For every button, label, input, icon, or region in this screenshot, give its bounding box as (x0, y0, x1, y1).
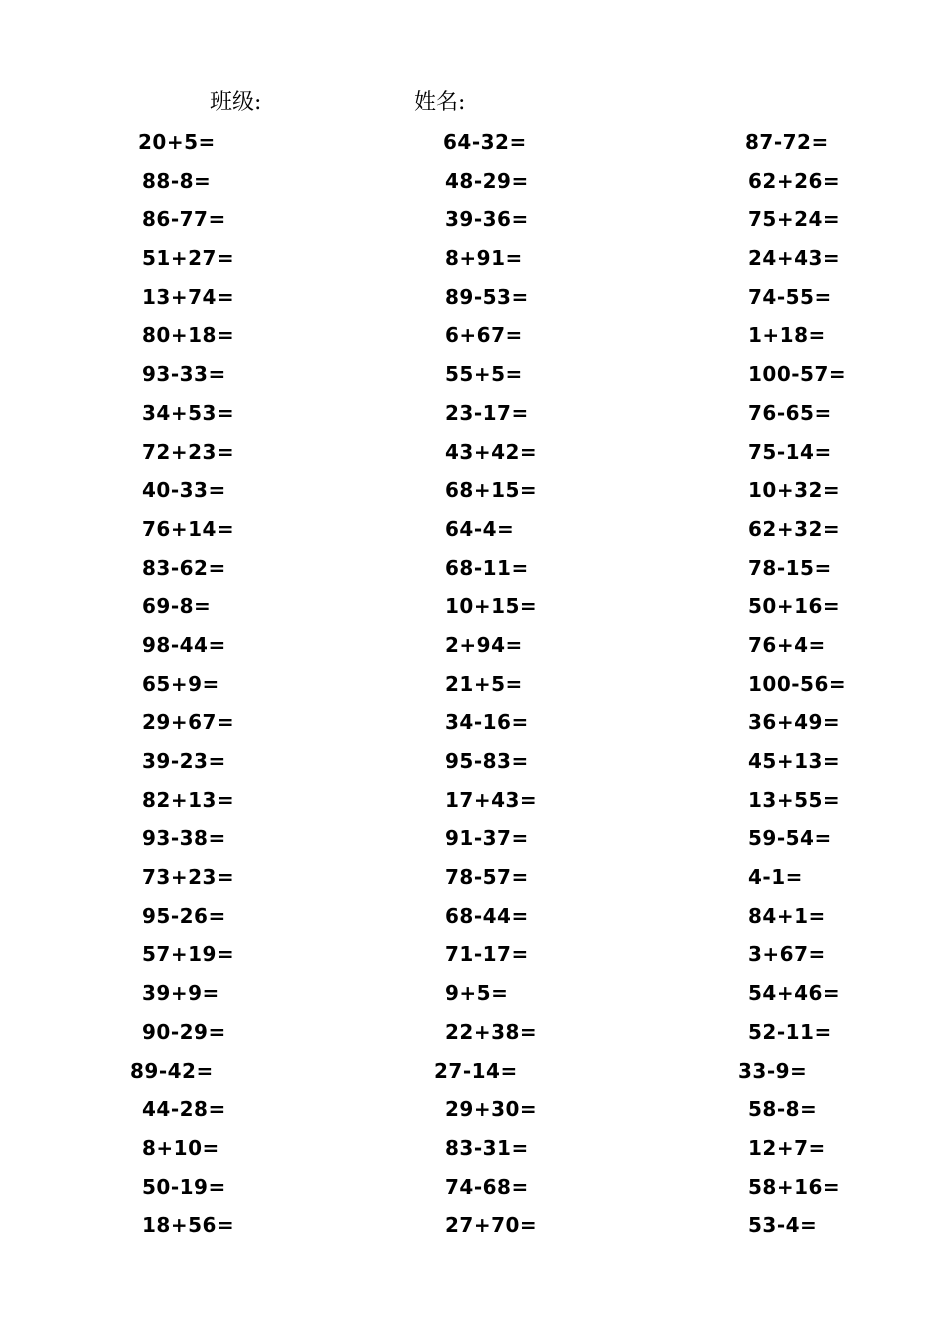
problem-item: 68-11= (445, 555, 529, 580)
problem-item: 65+9= (142, 671, 220, 696)
name-label: 姓名: (414, 90, 466, 115)
problem-item: 88-8= (142, 168, 212, 193)
problem-item: 62+32= (748, 516, 841, 541)
problem-row (0, 974, 950, 1013)
problem-item: 55+5= (445, 362, 523, 387)
problem-item: 48-29= (445, 168, 529, 193)
problem-item: 78-15= (748, 555, 832, 580)
problem-item: 51+27= (142, 246, 235, 271)
problem-row (0, 1206, 950, 1245)
problem-row (0, 781, 950, 820)
problem-item: 33-9= (738, 1058, 808, 1083)
problem-item: 59-54= (748, 826, 832, 851)
problem-row (0, 433, 950, 472)
problem-item: 3+67= (748, 942, 826, 967)
problem-item: 91-37= (445, 826, 529, 851)
problem-row (0, 471, 950, 510)
problem-item: 39-36= (445, 207, 529, 232)
problem-item: 34+53= (142, 400, 235, 425)
problem-item: 4-1= (748, 865, 803, 890)
problem-item: 82+13= (142, 787, 235, 812)
problem-row (0, 626, 950, 665)
problem-row (0, 1052, 950, 1091)
problem-item: 22+38= (445, 1019, 538, 1044)
problem-row (0, 394, 950, 433)
problem-row (0, 1013, 950, 1052)
problem-item: 39-23= (142, 749, 226, 773)
problem-item: 58+16= (748, 1174, 841, 1199)
problem-item: 95-26= (142, 903, 226, 928)
problem-item: 68+15= (445, 478, 538, 503)
problem-item: 17+43= (445, 787, 538, 812)
problem-item: 100-56= (748, 671, 847, 696)
problem-item: 74-68= (445, 1174, 529, 1199)
problem-item: 80+18= (142, 323, 235, 348)
problem-row (0, 239, 950, 278)
arithmetic-worksheet (0, 123, 950, 1245)
problem-row (0, 123, 950, 162)
problem-row (0, 1168, 950, 1207)
problem-row (0, 819, 950, 858)
problem-row (0, 549, 950, 588)
problem-item: 73+23= (142, 865, 235, 890)
problem-item: 21+5= (445, 671, 523, 696)
problem-item: 10+15= (445, 594, 538, 619)
problem-item: 76+14= (142, 516, 235, 541)
problem-item: 50+16= (748, 594, 841, 619)
problem-item: 83-31= (445, 1135, 529, 1160)
problem-item: 44-28= (142, 1097, 226, 1122)
problem-item: 58-8= (748, 1097, 818, 1122)
problem-item: 100-57= (748, 362, 847, 387)
problem-item: 36+49= (748, 710, 841, 735)
problem-item: 27+70= (445, 1213, 538, 1238)
problem-item: 76+4= (748, 632, 826, 657)
problem-item: 8+10= (142, 1135, 220, 1160)
problem-row (0, 858, 950, 897)
problem-item: 74-55= (748, 284, 832, 309)
problem-row (0, 278, 950, 317)
problem-item: 18+56= (142, 1213, 235, 1238)
problem-row (0, 510, 950, 549)
problem-item: 29+67= (142, 710, 235, 735)
problem-row (0, 935, 950, 974)
problem-row (0, 162, 950, 201)
problem-item: 72+23= (142, 439, 235, 464)
problem-item: 40-33= (142, 478, 226, 503)
problem-item: 13+74= (142, 284, 235, 309)
problem-item: 83-62= (142, 555, 226, 580)
problem-item: 69-8= (142, 594, 212, 619)
problem-row (0, 355, 950, 394)
problem-item: 68-44= (445, 903, 529, 928)
problem-item: 2+94= (445, 632, 523, 657)
problem-row (0, 587, 950, 626)
problem-item: 64-32= (443, 130, 527, 154)
problem-item: 43+42= (445, 439, 538, 464)
problem-item: 20+5= (138, 130, 216, 154)
problem-row (0, 742, 950, 781)
problem-item: 75-14= (748, 439, 832, 464)
problem-item: 12+7= (748, 1135, 826, 1160)
problem-row (0, 316, 950, 355)
problem-item: 90-29= (142, 1019, 226, 1044)
problem-item: 57+19= (142, 942, 235, 967)
problem-item: 23-17= (445, 400, 529, 425)
problem-item: 64-4= (445, 516, 515, 541)
problem-item: 89-53= (445, 284, 529, 309)
problem-item: 87-72= (745, 130, 829, 154)
problem-item: 75+24= (748, 207, 841, 232)
problem-item: 93-38= (142, 826, 226, 851)
problem-item: 52-11= (748, 1019, 832, 1044)
problem-item: 45+13= (748, 749, 841, 773)
problem-item: 53-4= (748, 1213, 818, 1238)
problem-item: 78-57= (445, 865, 529, 890)
problem-item: 86-77= (142, 207, 226, 232)
problem-row (0, 1129, 950, 1168)
problem-item: 98-44= (142, 632, 226, 657)
problem-item: 71-17= (445, 942, 529, 967)
problem-item: 13+55= (748, 787, 841, 812)
problem-item: 9+5= (445, 981, 509, 1006)
problem-item: 89-42= (130, 1058, 214, 1083)
problem-item: 62+26= (748, 168, 841, 193)
problem-row (0, 665, 950, 704)
problem-item: 76-65= (748, 400, 832, 425)
problem-row (0, 703, 950, 742)
problem-item: 84+1= (748, 903, 826, 928)
problem-item: 29+30= (445, 1097, 538, 1122)
problem-item: 34-16= (445, 710, 529, 735)
problem-item: 8+91= (445, 246, 523, 271)
class-label: 班级: (210, 90, 262, 115)
problem-item: 1+18= (748, 323, 826, 348)
problem-row (0, 200, 950, 239)
problem-row (0, 1090, 950, 1129)
problem-item: 39+9= (142, 981, 220, 1006)
problem-item: 6+67= (445, 323, 523, 348)
problem-item: 95-83= (445, 749, 529, 773)
problem-item: 50-19= (142, 1174, 226, 1199)
problem-row (0, 897, 950, 936)
problem-item: 27-14= (434, 1058, 518, 1083)
problem-item: 24+43= (748, 246, 841, 271)
problem-item: 10+32= (748, 478, 841, 503)
problem-item: 93-33= (142, 362, 226, 387)
problem-item: 54+46= (748, 981, 841, 1006)
